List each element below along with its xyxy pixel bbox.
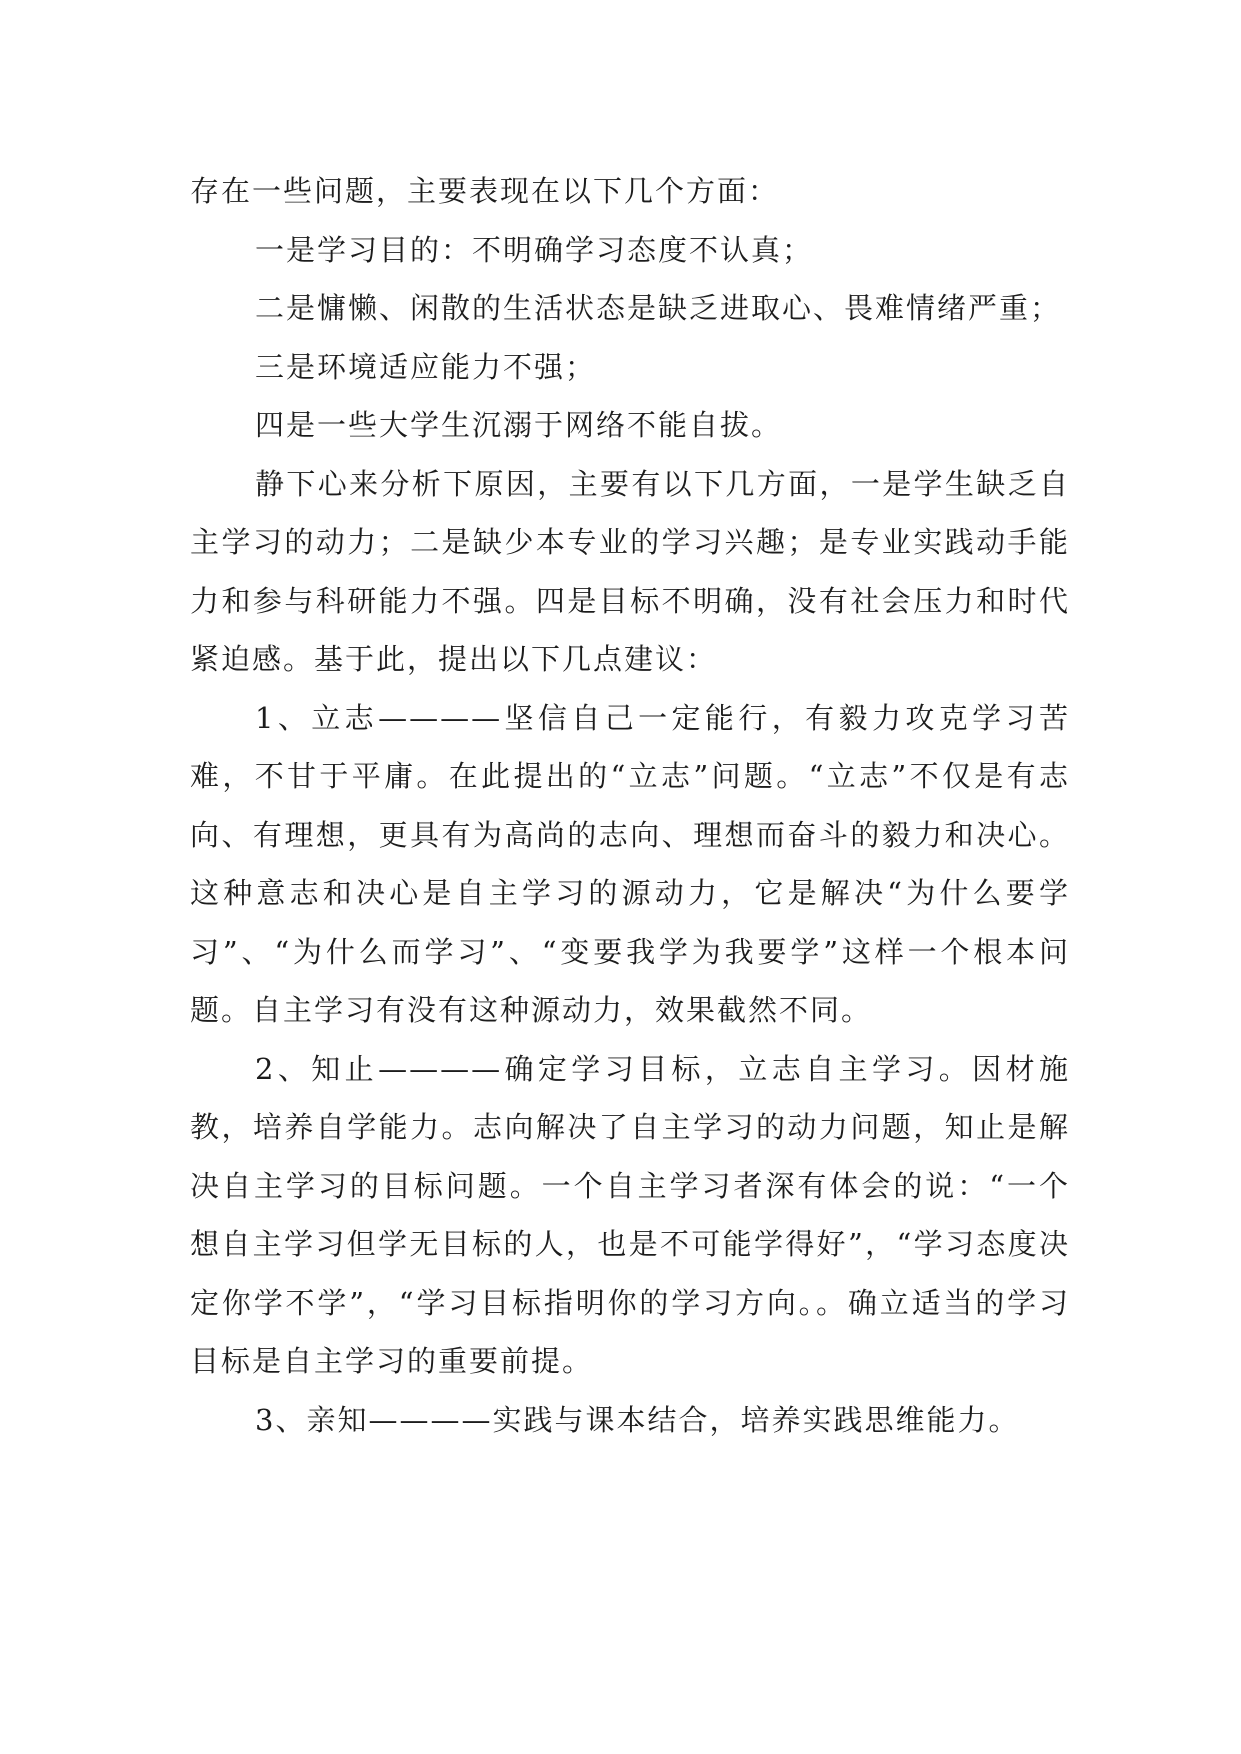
- paragraph-suggestion-3: 3、亲知————实践与课本结合，培养实践思维能力。: [255, 1402, 1020, 1437]
- paragraph-problem-4: 四是一些大学生沉溺于网络不能自拔。: [255, 408, 783, 442]
- paragraph-problem-3: 三是环境适应能力不强；: [255, 349, 597, 384]
- paragraph-analysis: 静下心来分析下原因，主要有以下几方面，一是学生缺乏自主学习的动力；二是缺少本专业的学习兴趣；是专业实践动手能力和参与科研能力不强。四是目标不明确，没有社会压力和时代紧迫感。基于此，提出以下几点建议：: [190, 466, 1070, 676]
- paragraph-suggestion-2: 2、知止————确定学习目标，立志自主学习。因材施教，培养自学能力。志向解决了自主学习的动力问题，知止是解决自主学习的目标问题。一个自主学习者深有体会的说：“一个想自主学习但学无目标的人，也是不可能学得好”，“学习态度决定你学不学”，“学习目标指明你的学习方向。。确立适当的学习目标是自主学习的重要前提。: [190, 1051, 1070, 1378]
- paragraph-suggestion-1: 1、立志————坚信自己一定能行，有毅力攻克学习苦难，不甘于平庸。在此提出的“立志”问题。“立志”不仅是有志向、有理想，更具有为高尚的志向、理想而奋斗的毅力和决心。这种意志和决心是自主学习的源动力，它是解决“为什么要学习”、“为什么而学习”、“变要我学为我要学”这样一个根本问题。自主学习有没有这种源动力，效果截然不同。: [190, 700, 1070, 1027]
- paragraph-problem-1: 一是学习目的：不明确学习态度不认真；: [255, 232, 814, 267]
- document-body: [190, 162, 1070, 1449]
- paragraph-continuation: 存在一些问题，主要表现在以下几个方面：: [190, 174, 780, 208]
- paragraph-problem-2: 二是慵懒、闲散的生活状态是缺乏进取心、畏难情绪严重；: [255, 291, 1062, 325]
